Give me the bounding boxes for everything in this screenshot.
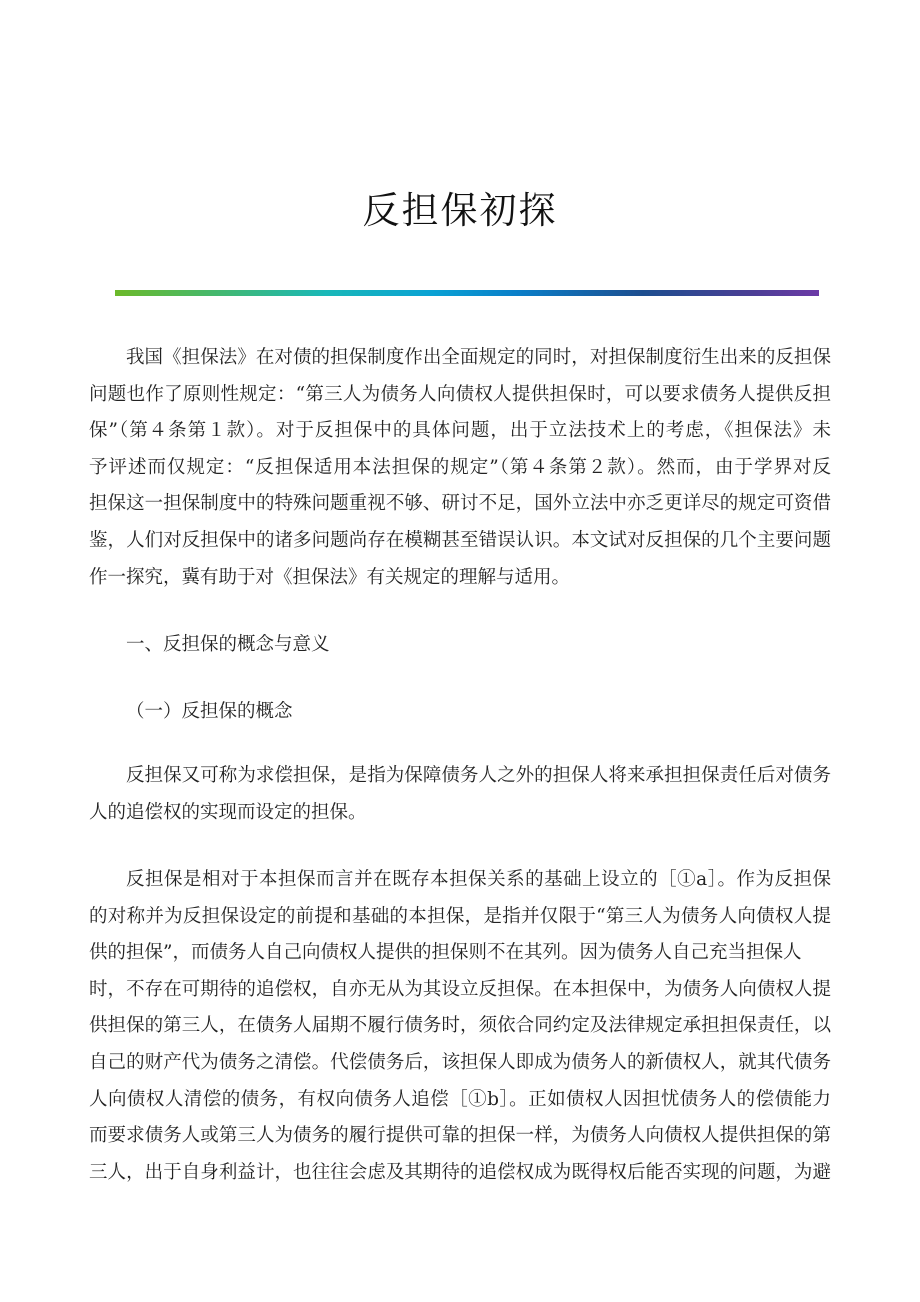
text-line: 自己的财产代为债务之清偿。代偿债务后，该担保人即成为债务人的新债权人，就其代债务 <box>89 1051 831 1073</box>
text-line: 反担保是相对于本担保而言并在既存本担保关系的基础上设立的［①a］。作为反担保 <box>126 869 831 890</box>
text-line: 时，不存在可期待的追偿权，自亦无从为其设立反担保。在本担保中，为债务人向债权人提 <box>89 978 831 1000</box>
text-line: 人向债权人清偿的债务，有权向债务人追偿［①b］。正如债权人因担忧债务人的偿债能力 <box>89 1088 831 1110</box>
text-line: 作一探究，冀有助于对《担保法》有关规定的理解与适用。 <box>89 566 571 588</box>
section-heading <box>89 627 831 664</box>
text-line: 供的担保”，而债务人自己向债权人提供的担保则不在其列。因为债务人自己充当担保人 <box>89 942 802 964</box>
text-line: 而要求债务人或第三人为债务的履行提供可靠的担保一样，为债务人向债权人提供担保的第 <box>89 1125 831 1147</box>
heading-text: （一）反担保的概念 <box>126 701 293 722</box>
text-line: 鉴，人们对反担保中的诸多问题尚存在模糊甚至错误认识。本文试对反担保的几个主要问题 <box>89 529 831 551</box>
paragraph-explanation <box>89 862 831 1191</box>
text-line: 担保这一担保制度中的特殊问题重视不够、研讨不足，国外立法中亦乏更详尽的规定可资借 <box>89 493 831 515</box>
heading-text: 一、反担保的概念与意义 <box>126 634 330 655</box>
text-line: 反担保又可称为求偿担保，是指为保障债务人之外的担保人将来承担担保责任后对债务 <box>126 765 831 786</box>
text-line: 三人，出于自身利益计，也往往会虑及其期待的追偿权成为既得权后能否实现的问题，为避 <box>89 1161 831 1183</box>
text-line: 予评述而仅规定：“反担保适用本法担保的规定”（第４条第２款）。然而，由于学界对反 <box>89 456 831 478</box>
text-line: 我国《担保法》在对债的担保制度作出全面规定的同时，对担保制度衍生出来的反担保 <box>126 347 831 368</box>
text-line: 供担保的第三人，在债务人届期不履行债务时，须依合同约定及法律规定承担担保责任，以 <box>89 1015 831 1037</box>
text-line: 保”（第４条第１款）。对于反担保中的具体问题，出于立法技术上的考虑，《担保法》未 <box>89 420 831 442</box>
paragraph-intro <box>89 340 831 596</box>
subsection-heading <box>89 694 831 731</box>
text-line: 问题也作了原则性规定：“第三人为债务人向债权人提供担保时，可以要求债务人提供反担 <box>89 383 831 405</box>
title-gradient-divider <box>115 290 819 296</box>
text-line: 的对称并为反担保设定的前提和基础的本担保，是指并仅限于“第三人为债务人向债权人提 <box>89 905 831 927</box>
document-title: 反担保初探 <box>362 189 558 232</box>
paragraph-definition <box>89 758 831 831</box>
text-line: 人的追偿权的实现而设定的担保。 <box>89 801 367 823</box>
